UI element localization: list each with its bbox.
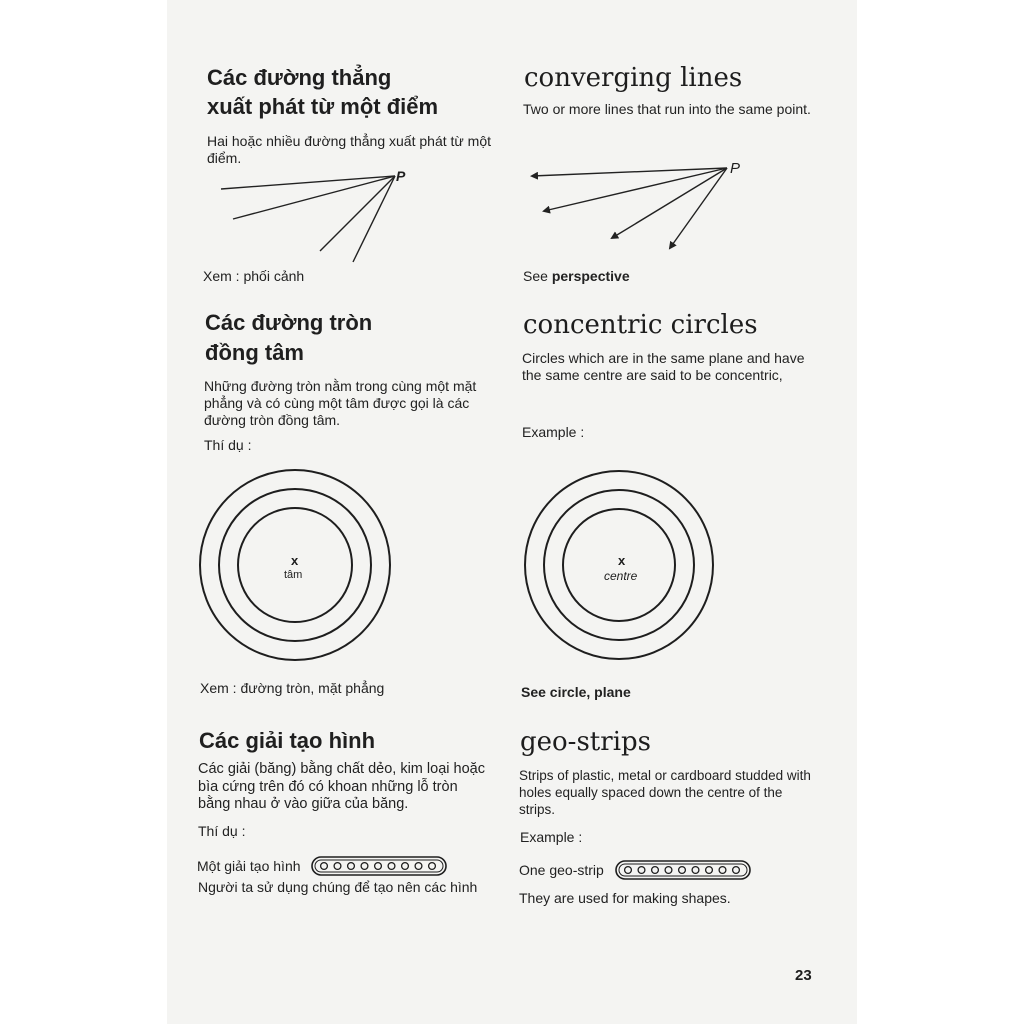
vi-concentric-description: Những đường tròn nằm trong cùng một mặt phẳng và có cùng một tâm được gọi là các đường tròn đồng tâm. [204, 378, 477, 428]
en-see-prefix: See [523, 268, 548, 284]
en-geostrip-drawing [614, 859, 754, 881]
en-concentric-title: concentric circles [523, 310, 758, 340]
vi-concentric-title-line1: Các đường tròn [205, 310, 373, 335]
en-concentric-see-also: See circle, plane [521, 684, 631, 700]
vi-converging-title-line1: Các đường thẳng [207, 65, 392, 90]
vi-converging-description: Hai hoặc nhiều đường thẳng xuất phát từ một điểm. [207, 133, 491, 166]
vi-concentric-example-label: Thí dụ : [204, 437, 252, 453]
vi-geostrips-example-label: Thí dụ : [198, 823, 246, 839]
vi-geostrips-description: Các giải (băng) bằng chất dẻo, kim loại hoặc bìa cứng trên đó có khoan những lỗ tròn bằng nhau ở vào giữa của băng. [198, 761, 485, 812]
en-converging-description: Two or more lines that run into the same point. [523, 101, 811, 117]
vi-geostrip-label: Một giải tạo hình [197, 857, 301, 874]
vi-point-p-label: P [396, 168, 406, 184]
vi-concentric-title-line2: đồng tâm [205, 340, 304, 365]
en-concentric-description: Circles which are in the same plane and have the same centre are said to be concentric, [522, 350, 805, 383]
en-converging-title: converging lines [524, 63, 743, 93]
en-center-mark: x [618, 553, 626, 568]
en-concentric-circles-diagram [167, 0, 857, 700]
vi-center-label: tâm [284, 569, 303, 581]
en-geostrip-example-row [519, 859, 754, 881]
en-point-p-label: P [730, 160, 741, 177]
en-geostrips-description: Strips of plastic, metal or cardboard studded with holes equally spaced down the centre of the strips. [519, 768, 811, 817]
vi-geostrip-example-row [197, 855, 450, 877]
vi-geostrips-usage: Người ta sử dụng chúng để tạo nên các hình [198, 879, 478, 895]
en-concentric-example-label: Example : [522, 424, 585, 440]
en-geostrips-title: geo-strips [520, 727, 651, 757]
en-center-label: centre [604, 569, 638, 583]
en-geostrips-usage: They are used for making shapes. [519, 890, 731, 906]
vi-geostrips-title: Các giải tạo hình [199, 728, 376, 753]
en-see-link-perspective: perspective [551, 268, 630, 284]
vi-center-mark: x [291, 553, 299, 568]
vi-converging-see-also: Xem : phối cảnh [203, 268, 305, 284]
vi-geostrip-drawing [310, 855, 450, 877]
vi-converging-title-line2: xuất phát từ một điểm [207, 94, 439, 119]
vi-concentric-see-also: Xem : đường tròn, mặt phẳng [200, 680, 385, 696]
en-geostrip-label: One geo-strip [519, 861, 604, 878]
page-number: 23 [795, 967, 812, 984]
en-geostrips-example-label: Example : [520, 829, 583, 845]
book-page [167, 0, 857, 1024]
